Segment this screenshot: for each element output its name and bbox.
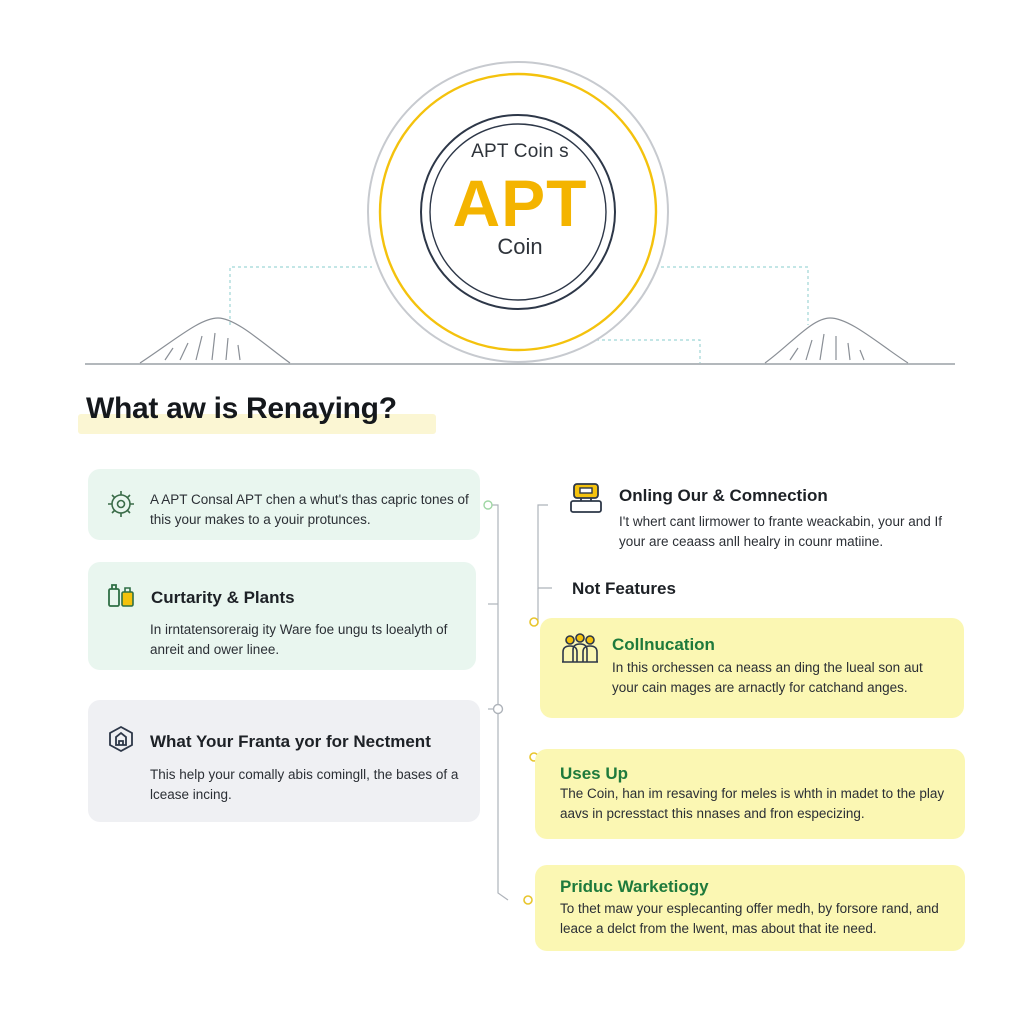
page-title: What aw is Renaying? — [86, 392, 397, 425]
battery-bags-icon — [106, 580, 136, 610]
node-dot-1 — [484, 501, 492, 509]
house-shield-icon — [106, 724, 136, 754]
left-trunk-line — [488, 505, 508, 900]
hero-illustration — [0, 0, 1024, 380]
left-card-2-desc: In irntatensoreraig ity Ware foe ungu ts loealyth of anreit and ower linee. — [150, 622, 448, 657]
node-dot-3 — [530, 618, 538, 626]
right-card-1-desc: In this orchessen ca neass an ding the lueal son aut your cain mages are arnactly for catchand anges. — [612, 660, 923, 695]
coin-bottom-label: Coin — [497, 234, 543, 259]
dotted-connector-left — [230, 267, 372, 325]
left-card-3-desc: This help your comally abis comingll, the bases of a lcease incing. — [150, 767, 459, 802]
right-trunk-top — [538, 505, 552, 588]
section-heading-wrap — [78, 392, 397, 426]
left-card-3[interactable] — [88, 700, 480, 822]
people-group-icon — [560, 632, 600, 666]
features-section-label: Not Features — [572, 579, 676, 598]
right-card-3-title: Priduc Warketiogy — [560, 877, 709, 896]
left-card-3-title: What Your Franta yor for Nectment — [150, 732, 431, 751]
dotted-connector-right — [655, 267, 808, 325]
right-card-2-title: Uses Up — [560, 764, 629, 783]
node-dot-2 — [494, 705, 503, 714]
cash-register-icon — [568, 481, 604, 517]
right-hill — [765, 318, 908, 363]
right-card-3-desc: To thet maw your esplecanting offer medh, by forsore rand, and leace a delct from the lwent, mas about that ite need. — [560, 901, 939, 936]
right-card-1[interactable] — [540, 618, 964, 718]
right-card-2-desc: The Coin, han im resaving for meles is whth in madet to the play aavs in pcresstact this nnases and fron especizing. — [560, 786, 945, 821]
right-card-1-title: Collnucation — [612, 635, 715, 654]
right-top-title: Onling Our & Comnection — [619, 486, 828, 505]
right-top-desc: I't whert cant lirmower to frante weackabin, your and If your are ceaass anll healry in counr matiine. — [619, 514, 942, 549]
left-card-2-title: Curtarity & Plants — [151, 588, 295, 607]
gear-network-icon — [104, 487, 138, 521]
node-dot-5 — [524, 896, 532, 904]
right-card-2[interactable] — [535, 749, 965, 839]
coin-top-label: APT Coin s — [471, 141, 569, 162]
left-card-2[interactable] — [88, 562, 476, 670]
left-hill — [140, 318, 290, 363]
right-top-item[interactable] — [560, 475, 970, 555]
coin-main-label: APT — [452, 166, 588, 240]
left-card-1[interactable] — [88, 469, 480, 540]
right-card-3[interactable] — [535, 865, 965, 951]
left-card-1-desc: A APT Consal APT chen a whut's thas capric tones of this your makes to a youir protunces. — [150, 492, 469, 527]
